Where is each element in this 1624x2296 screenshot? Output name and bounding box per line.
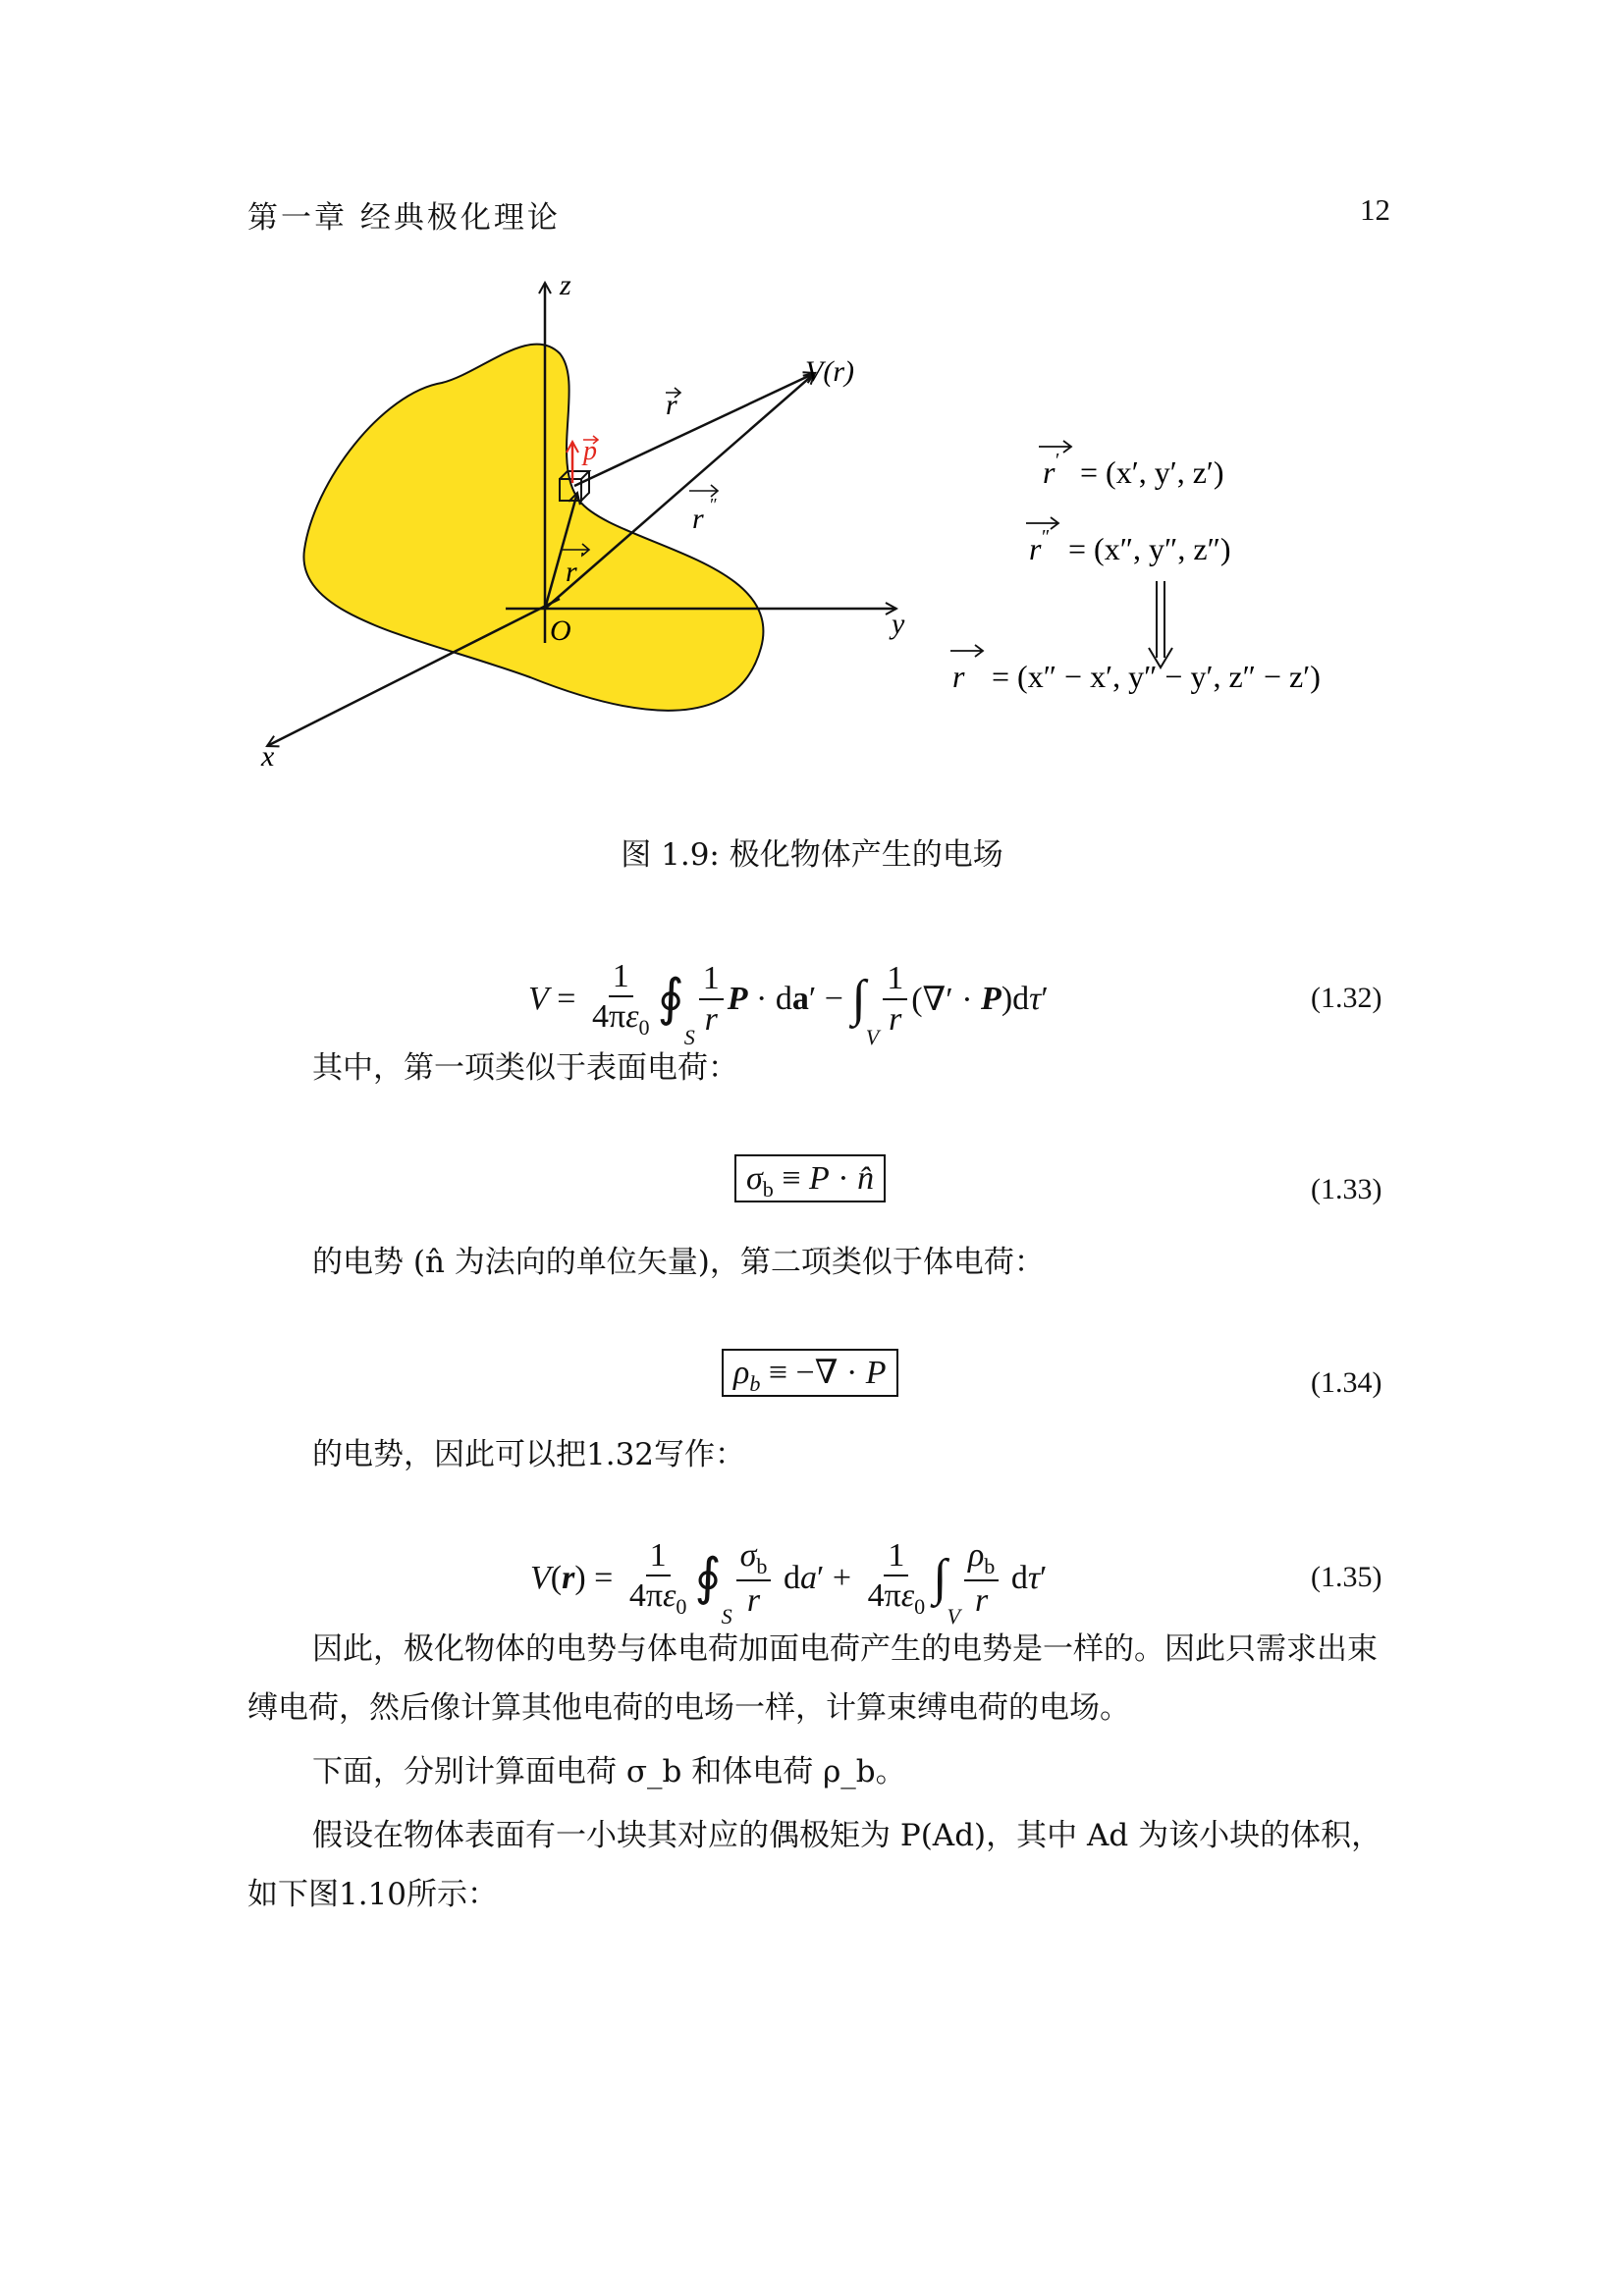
vector-r <box>574 373 815 486</box>
svg-text:r: r <box>692 503 704 535</box>
equation-1-35: V ( r ) = $\frac{1}{4\pi\varepsilon_0}$ ∮ S $\frac{\sigma_b}{r}$ d a ′ + $\frac{1}{4\pi\varepsilon_0}$ ∫ V $\frac{\rho_b}{r}$ d τ ′ <box>530 1537 1048 1629</box>
paragraph-rewrite: 的电势，因此可以把1.32写作： <box>312 1437 746 1472</box>
paragraph-bound-charges: 因此，极化物体的电势与体电荷加面电荷产生的电势是一样的。因此只需求出束缚电荷，然后像计算其他电荷的电场一样，计算束缚电荷的电场。 <box>247 1631 1378 1726</box>
label-z: z <box>560 269 571 301</box>
figure-caption: 图 1.9: 极化物体产生的电场 <box>621 837 1003 873</box>
equation-1-34: $\rho_b$ ≡ −∇ · P <box>722 1353 898 1397</box>
paragraph-volume-charge-intro: 的电势 (n̂ 为法向的单位矢量)，第二项类似于体电荷： <box>312 1245 1045 1280</box>
svg-text:r: r <box>666 389 677 421</box>
implies-arrow <box>1149 581 1172 667</box>
label-y: y <box>892 608 905 640</box>
paragraph-dipole-patch: 假设在物体表面有一小块其对应的偶极矩为 P(Ad)，其中 Ad 为该小块的体积，如下图1.10所示： <box>247 1818 1382 1912</box>
paragraph-compute: 下面，分别计算面电荷 σ_b 和体电荷 ρ_b。 <box>312 1754 906 1789</box>
svg-text:r: r <box>566 556 577 588</box>
svg-text:p: p <box>583 436 597 466</box>
svg-text:r: r <box>952 659 965 694</box>
chapter-title: 第一章 经典极化理论 <box>247 200 561 236</box>
svg-text:″: ″ <box>1042 526 1051 548</box>
equation-number-1-34: (1.34) <box>1311 1366 1382 1399</box>
svg-text:r: r <box>1029 531 1042 566</box>
svg-text:= (x″, y″, z″): = (x″, y″, z″) <box>1068 531 1231 566</box>
equation-1-32: V = $\frac{1}{4\pi\varepsilon_0}$ ∮ S $\frac{1}{r}$ P · d a ′ − ∫ V $\frac{1}{r}$ (∇′ · P )d τ ′ <box>528 958 1049 1049</box>
equation-1-33: $\sigma_b \equiv P$ · n̂ <box>734 1160 886 1202</box>
svg-text:= (x″ − x′, y″ − y′, z″ − z′): = (x″ − x′, y″ − y′, z″ − z′) <box>992 659 1321 694</box>
paragraph-surface-charge-intro: 其中，第一项类似于表面电荷： <box>312 1050 738 1086</box>
equation-number-1-32: (1.32) <box>1311 982 1382 1014</box>
svg-text:′: ′ <box>1056 450 1060 471</box>
label-v: V(r) <box>805 355 854 388</box>
eq-r-difference <box>950 645 1321 694</box>
label-x: x <box>261 740 275 773</box>
label-r-dprime-vec <box>689 485 718 535</box>
label-p-vec <box>581 436 598 466</box>
label-r-vec <box>666 388 680 421</box>
svg-text:″: ″ <box>709 495 717 514</box>
eq-r-dprime <box>1026 517 1231 566</box>
equation-number-1-33: (1.33) <box>1311 1173 1382 1205</box>
eq-r-prime <box>1039 441 1224 490</box>
label-origin: O <box>550 614 571 647</box>
svg-text:= (x′, y′, z′): = (x′, y′, z′) <box>1080 454 1224 490</box>
equation-number-1-35: (1.35) <box>1311 1561 1382 1593</box>
page-number: 12 <box>1360 192 1390 227</box>
svg-text:r: r <box>1043 454 1056 490</box>
svg-text:′: ′ <box>579 549 583 568</box>
figure-polarized-body <box>236 265 1414 775</box>
